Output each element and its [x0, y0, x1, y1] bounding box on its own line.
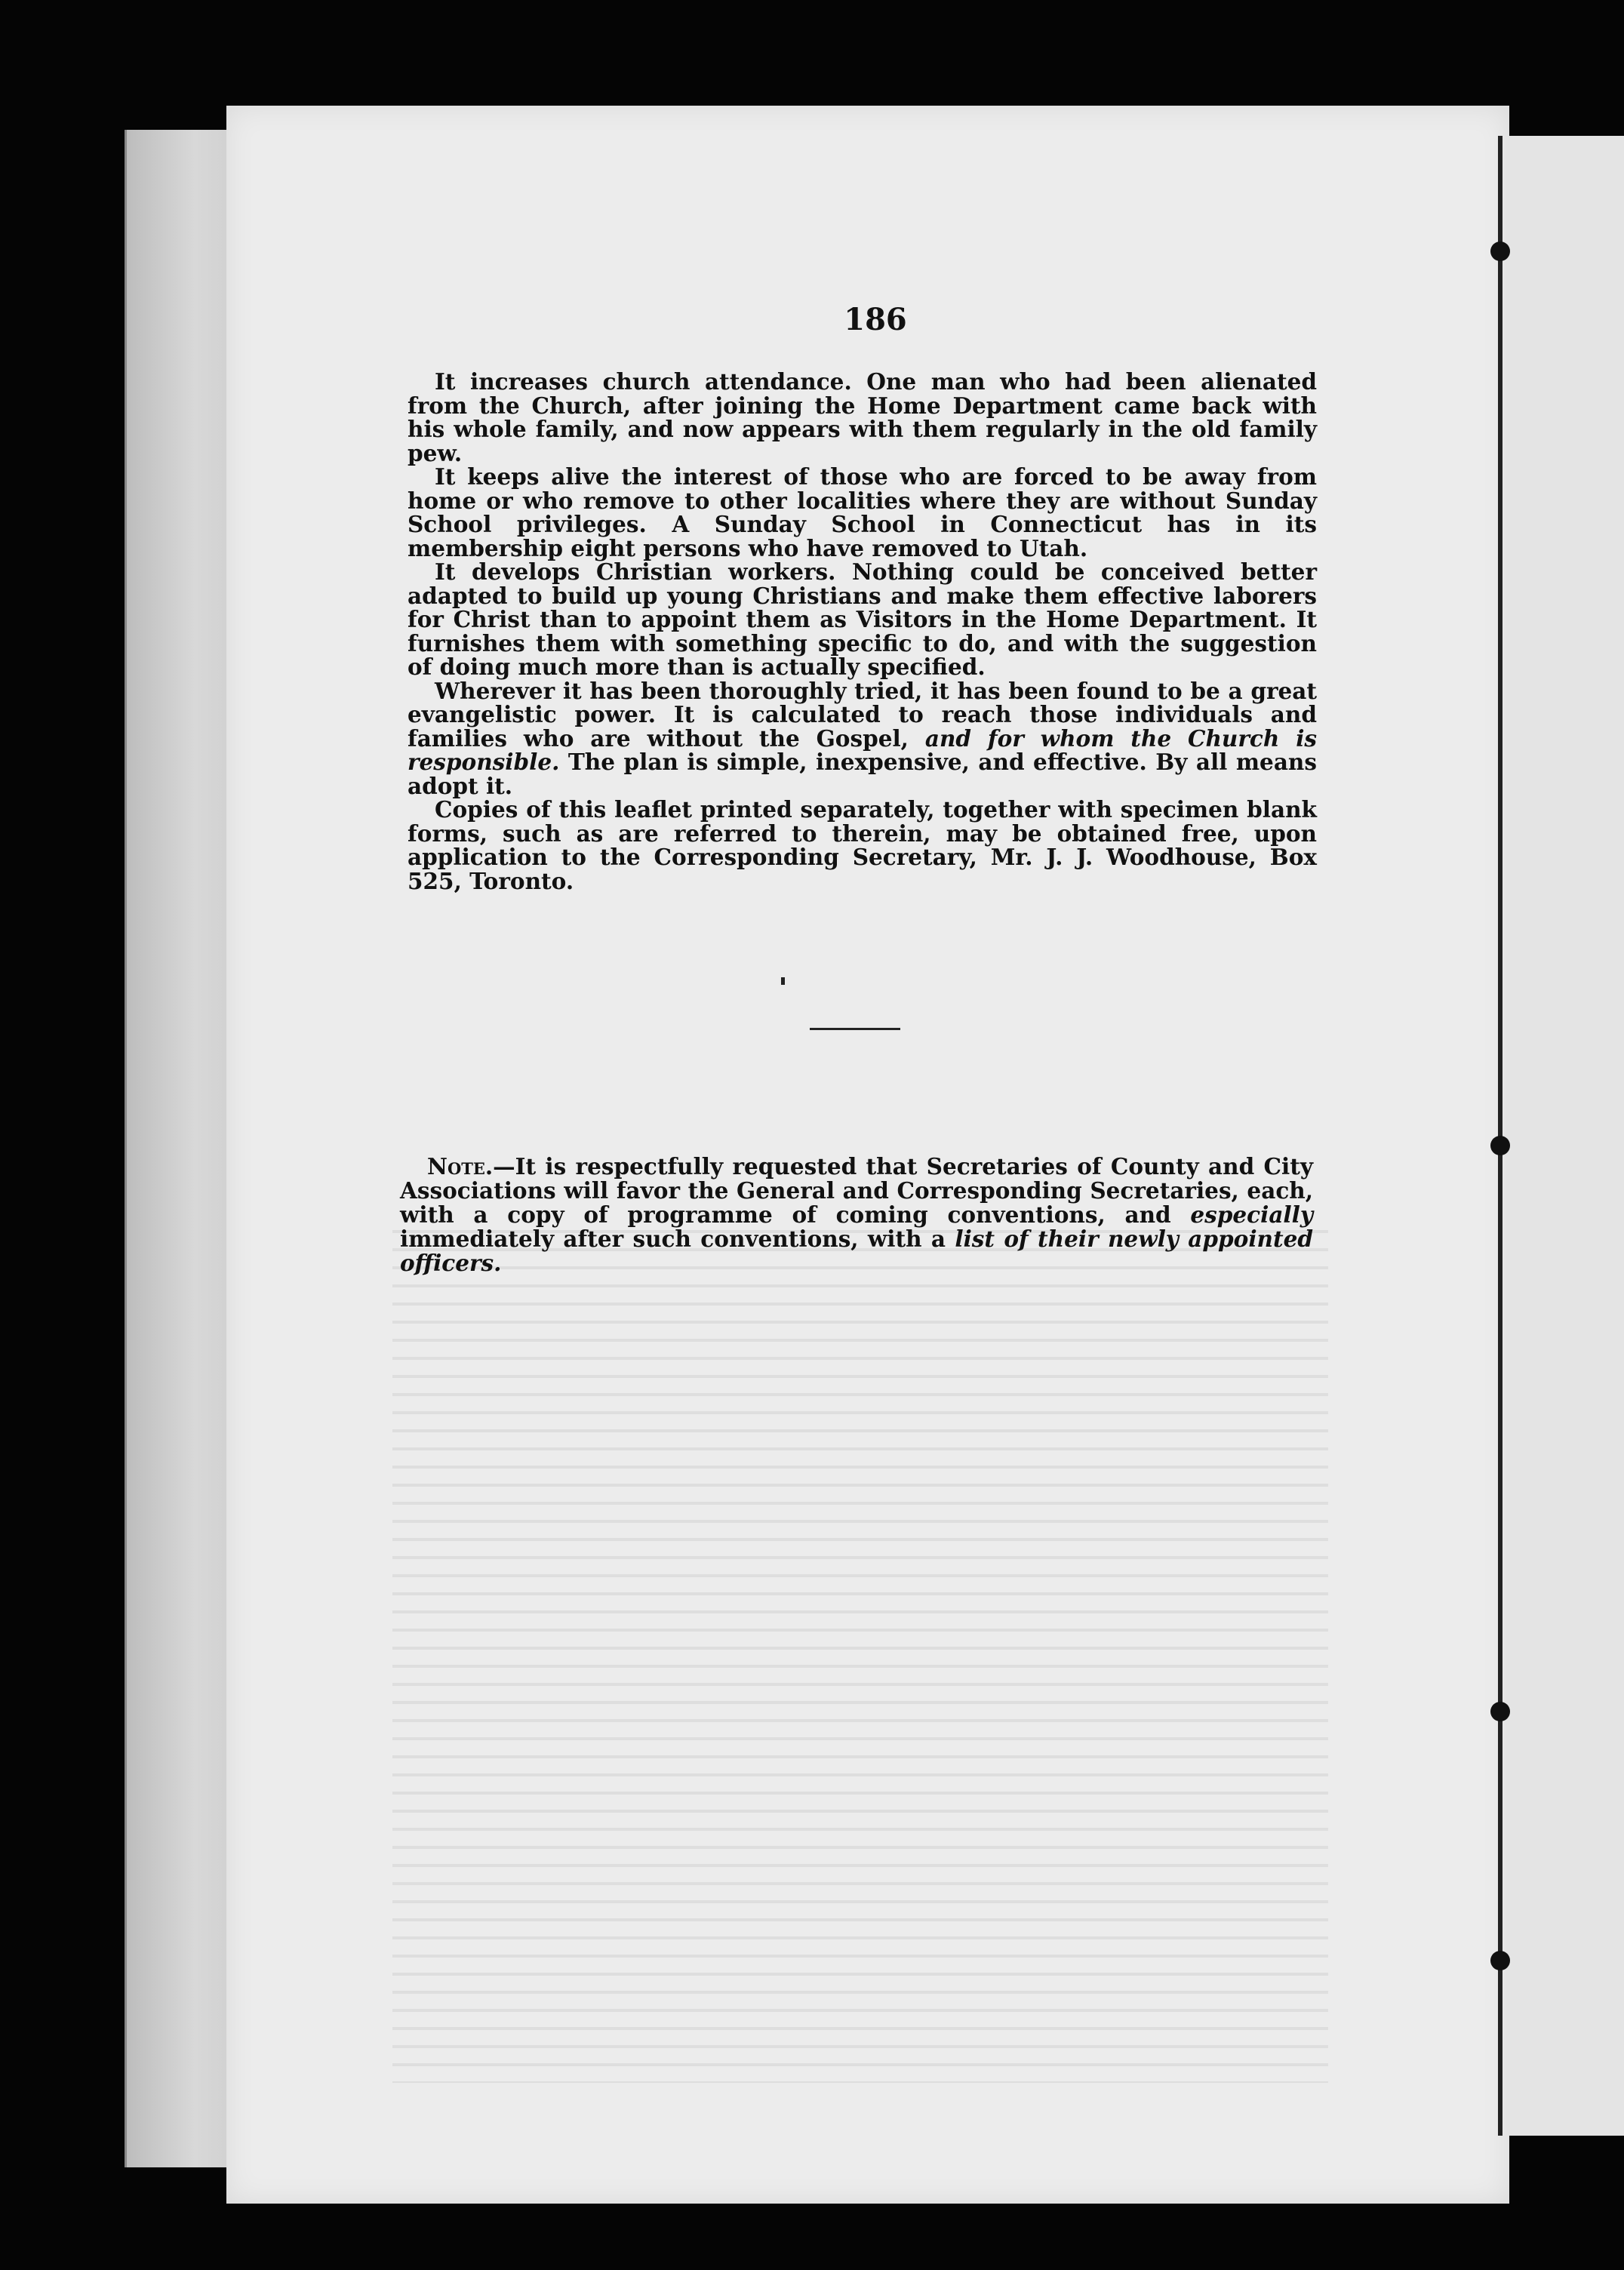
note-paragraph — [400, 1155, 1313, 1275]
body-text — [408, 370, 1317, 893]
paragraph-evangelistic-after: The plan is simple, inexpensive, and effective. By all means adopt it. — [408, 749, 1317, 799]
horizontal-rule — [810, 1028, 900, 1030]
paragraph-church-attendance: It increases church attendance. One man who had been alienated from the Church, after joining the Home Department came back with his whole family, and now appears with them regularly in the old family pew. — [408, 368, 1317, 466]
separator-mark — [781, 977, 785, 985]
binding-knob — [1490, 1951, 1510, 1970]
note-label: Note. — [427, 1153, 494, 1180]
paragraph-christian-workers: It develops Christian workers. Nothing could be conceived better adapted to build up young Christians and make them effective laborers for Christ than to appoint them as Visitors in the Home Department. It furnishes them with something specific to do, and with the suggestion of doing much more than is actually specified. — [408, 558, 1317, 680]
paragraph-evangelistic-before: Wherever it has been thoroughly tried, it has been found to be a great evangelistic power. It is calculated to reach those individuals and families who are without the Gospel, — [408, 677, 1317, 752]
note-text-before: —It is respectfully requested that Secretaries of County and City Associations will favor the General and Corresponding Secretaries, each, with a copy of programme of coming conventions, and — [400, 1153, 1313, 1228]
binding-knob — [1490, 1136, 1510, 1155]
paragraph-copies: Copies of this leaflet printed separately, together with specimen blank forms, such as are referred to therein, may be obtained free, upon application to the Corresponding Secretary, Mr. J. J. Woodhouse, Box 525, Toronto. — [408, 796, 1317, 894]
note-section — [400, 1155, 1313, 1275]
bleed-through-text — [392, 1215, 1328, 2083]
paragraph-evangelistic — [408, 679, 1317, 798]
note-emphasis: especially — [1190, 1201, 1313, 1228]
facing-page — [1506, 136, 1624, 2136]
note-text-middle: immediately after such conventions, with a — [400, 1226, 955, 1252]
page-number: 186 — [844, 302, 907, 337]
book-page-edges — [125, 130, 240, 2167]
binding-knob — [1490, 241, 1510, 261]
note-italic: list of their newly appointed officers. — [400, 1226, 1313, 1276]
paragraph-evangelistic-italic: and for whom the Church is responsible. — [408, 724, 1318, 775]
paragraph-interest: It keeps alive the interest of those who are forced to be away from home or who remove to other localities where they are without Sunday School privileges. A Sunday School in Connecticut has in its membership eight persons who have removed to Utah. — [408, 463, 1317, 561]
binding-knob — [1490, 1702, 1510, 1721]
